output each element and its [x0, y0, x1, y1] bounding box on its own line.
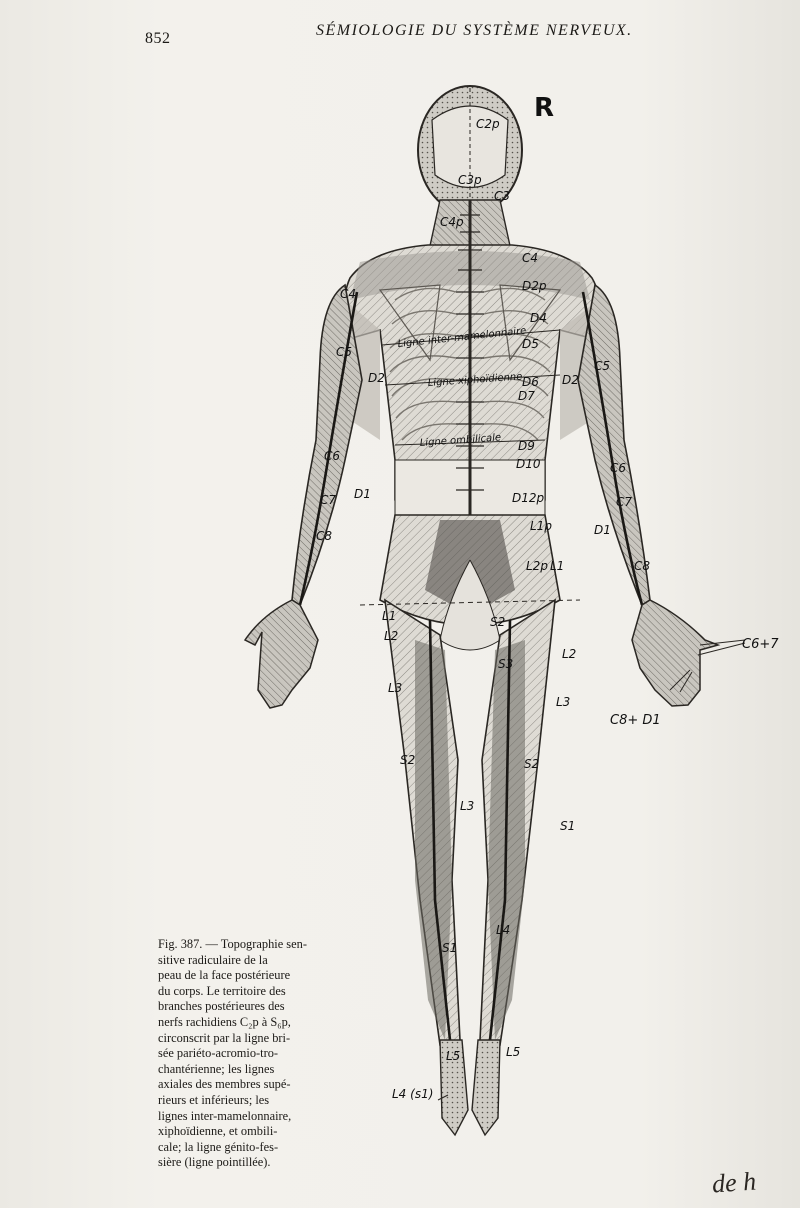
label-c5-right: C5 [594, 359, 611, 373]
label-c4-left: C4 [340, 287, 357, 301]
label-l3-right: L3 [556, 695, 571, 709]
label-c3: C3 [494, 189, 511, 203]
right-arm [578, 285, 650, 605]
side-letter: R [534, 93, 555, 123]
label-c7-left: C7 [320, 493, 337, 507]
label-c6-right: C6 [610, 461, 627, 475]
caption-line: circonscrit par la ligne bri- [158, 1030, 291, 1045]
label-l4: L4 [496, 923, 511, 937]
label-l1p: L1p [530, 519, 552, 533]
label-l5-right: L5 [506, 1045, 521, 1059]
label-d1-left: D1 [354, 487, 371, 501]
label-c4-right: C4 [522, 251, 539, 265]
left-hand [245, 600, 318, 708]
caption-line: xiphoïdienne, et ombili- [158, 1124, 278, 1139]
caption-line: sitive radiculaire de la [158, 952, 268, 967]
label-s3: S3 [498, 657, 514, 671]
caption-line: sée pariéto-acromio-tro- [158, 1046, 279, 1061]
label-s2-right-upper: S2 [524, 757, 540, 771]
figure-caption [158, 937, 348, 1171]
label-c4p: C4p [440, 215, 464, 229]
label-s2-left-upper: S2 [400, 753, 416, 767]
stamp-seal: de h [711, 1166, 757, 1199]
caption-line: nerfs rachidiens C₂p à S₆p, [158, 1014, 291, 1029]
label-l3-mid: L3 [460, 799, 475, 813]
label-d2-left: D2 [368, 371, 385, 385]
label-l4-s1: L4 (s1) [392, 1087, 434, 1101]
label-c8-d1: C8+ D1 [610, 713, 661, 728]
right-foot [472, 1040, 500, 1135]
running-head: SÉMIOLOGIE DU SYSTÈME NERVEUX. [316, 22, 633, 39]
label-d1-right: D1 [594, 523, 611, 537]
label-d4: D4 [530, 311, 547, 325]
label-l1-right: L1 [550, 559, 565, 573]
label-c8-left: C8 [316, 529, 333, 543]
label-c5-left: C5 [336, 345, 353, 359]
label-l2-right: L2 [562, 647, 577, 661]
label-d10: D10 [516, 457, 541, 471]
label-d5: D5 [522, 337, 539, 351]
label-line-ombilicale: Ligne ombilicale [419, 432, 502, 449]
caption-line: lignes inter-mamelonnaire, [158, 1108, 292, 1123]
caption-line: du corps. Le territoire des [158, 983, 286, 998]
label-s2-upper: S2 [490, 615, 506, 629]
label-c8-right: C8 [634, 559, 651, 573]
label-c6-left: C6 [324, 449, 341, 463]
caption-line: rieurs et inférieurs; les [158, 1092, 270, 1107]
caption-line: peau de la face postérieure [158, 968, 291, 983]
label-l5-left: L5 [446, 1049, 461, 1063]
label-c3p: C3p [458, 173, 482, 187]
caption-line: axiales des membres supé- [158, 1077, 291, 1092]
label-s1-right: S1 [560, 819, 576, 833]
label-d7: D7 [518, 389, 535, 403]
label-l1-left: L1 [382, 609, 397, 623]
label-c7-right: C7 [616, 495, 633, 509]
label-l2p: L2p [526, 559, 548, 573]
label-line-intermamelonnaire: Ligne inter-mamelonnaire [397, 325, 527, 350]
label-s1-left: S1 [442, 941, 458, 955]
label-l2-left: L2 [384, 629, 399, 643]
label-c2p: C2p [476, 117, 500, 131]
label-d9: D9 [518, 439, 535, 453]
caption-line: chantérienne; les lignes [158, 1061, 275, 1076]
label-d2-right: D2 [562, 373, 579, 387]
label-d12p: D12p [512, 491, 545, 505]
left-arm [292, 285, 362, 605]
label-d6: D6 [522, 375, 539, 389]
caption-line: cale; la ligne génito-fes- [158, 1139, 279, 1154]
caption-line: Fig. 387. — Topographie sen- [158, 937, 307, 951]
label-line-xiphoidienne: Ligne xiphoïdienne [427, 371, 523, 389]
caption-line: branches postérieures des [158, 999, 285, 1014]
label-l3-left: L3 [388, 681, 403, 695]
label-c6-7: C6+7 [742, 637, 779, 652]
label-d2p: D2p [522, 279, 547, 293]
caption-line: sière (ligne pointillée). [158, 1155, 271, 1170]
page-number: 852 [145, 30, 171, 47]
